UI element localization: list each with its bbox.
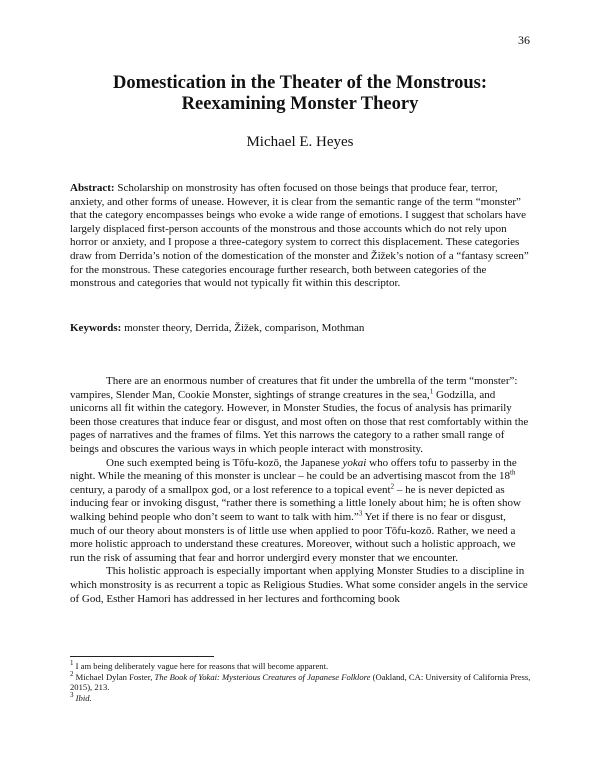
footnote-3-number: 3 xyxy=(70,690,74,699)
footnotes xyxy=(70,661,532,703)
paragraph-3: This holistic approach is especially important when applying Monster Studies to a discipline in which monstrosity is as recurrent a topic as Religious Studies. What some consider angels in the service of God, Esther Hamori has addressed in her lectures and forthcoming book xyxy=(70,565,528,605)
footnote-3-text: Ibid. xyxy=(75,692,92,703)
paper-title xyxy=(70,73,530,115)
page-number: 36 xyxy=(518,33,530,47)
p2-text-a: One such exempted being is Tōfu-kozō, the Japanese xyxy=(106,456,343,469)
p1-text-b: Godzilla, and unicorns all fit within the category. However, in Monster Studies, the focus of analysis has primarily been those creatures that induce fear or disgust, and most often on those that rest comfortably within the pages of narratives and the frames of films. Yet this narrows the category to a rather small range of beings and obscures the various ways in which people interact with monstrosity. xyxy=(70,388,529,455)
footnote-divider xyxy=(70,656,214,657)
footnote-1-number: 1 xyxy=(70,659,74,668)
ordinal-suffix: th xyxy=(510,468,516,477)
p2-text-d: – he is never depicted as inducing fear or invoking disgust, “rather there is something a little lonely about him; he is often show walking behind people who don’t seem to want to talk with him.” xyxy=(70,483,521,523)
keywords xyxy=(70,322,532,336)
keywords-text: monster theory, Derrida, Žižek, comparison, Mothman xyxy=(121,322,365,334)
footnote-ref-3[interactable]: 3 xyxy=(358,509,363,518)
abstract-label: Abstract: xyxy=(70,182,115,194)
p2-text-c: century, a parody of a smallpox god, or a lost reference to a topical event xyxy=(70,483,391,496)
footnote-ref-1[interactable]: 1 xyxy=(429,386,434,395)
p1-text-a: There are an enormous number of creatures that fit under the umbrella of the term “monster”: vampires, Slender Man, Cookie Monster, sightings of strange creatures in the sea, xyxy=(70,375,518,401)
footnote-1-text: I am being deliberately vague here for reasons that will become apparent. xyxy=(73,661,329,671)
body-text xyxy=(70,375,532,606)
abstract xyxy=(70,182,532,291)
footnote-2 xyxy=(70,669,532,693)
footnote-2-text-a: Michael Dylan Foster, xyxy=(73,671,155,682)
footnote-3 xyxy=(70,690,532,704)
paragraph-2 xyxy=(70,457,532,566)
p2-text-e: Yet if there is no fear or disgust, much of our theory about monsters is of little use when applied to poor Tōfu-kozō. Rather, we need a more holistic approach to understand these creatures. Moreover, without such a holistic approach, we run the risk of assuming that fear and horror undergird every monster that we encounter. xyxy=(70,510,516,564)
footnote-2-book-title: The Book of Yokai: Mysterious Creatures of Japanese Folklore xyxy=(154,671,371,682)
abstract-text: Scholarship on monstrosity has often focused on those beings that produce fear, terror, anxiety, and other forms of unease. However, it is clear from the semantic range of the term “monster” that the category encompasses beings who evoke a wide range of emotions. I suggest that scholars have largely displaced first-person accounts of the monstrous and those accounts which do not rely upon horror or anxiety, and I propose a three-category system to correct this displacement. These categories draw from Derrida’s notion of the domestication of the monster and Žižek’s notion of a “fantasy screen” for the monstrous. These categories encourage further research, both between categories of the monstrous and categories that would not typically fit within this descriptor. xyxy=(70,182,529,290)
title-line-1: Domestication in the Theater of the Monstrous: xyxy=(112,73,488,93)
footnote-2-number: 2 xyxy=(70,669,74,678)
footnote-1 xyxy=(70,661,532,672)
paragraph-1 xyxy=(70,375,532,457)
footnote-ref-2[interactable]: 2 xyxy=(390,482,395,491)
author-name: Michael E. Heyes xyxy=(246,134,354,150)
footnote-2-text-b: (Oakland, CA: University of California Press, 2015), 213. xyxy=(70,671,531,693)
title-line-2: Reexamining Monster Theory xyxy=(181,94,419,114)
p2-text-b: who offers tofu to passerby in the night. While the meaning of this monster is unclear – he could be an advertising mascot from the 18 xyxy=(70,456,517,483)
yokai-term: yokai xyxy=(342,456,367,469)
keywords-label: Keywords: xyxy=(70,322,122,334)
